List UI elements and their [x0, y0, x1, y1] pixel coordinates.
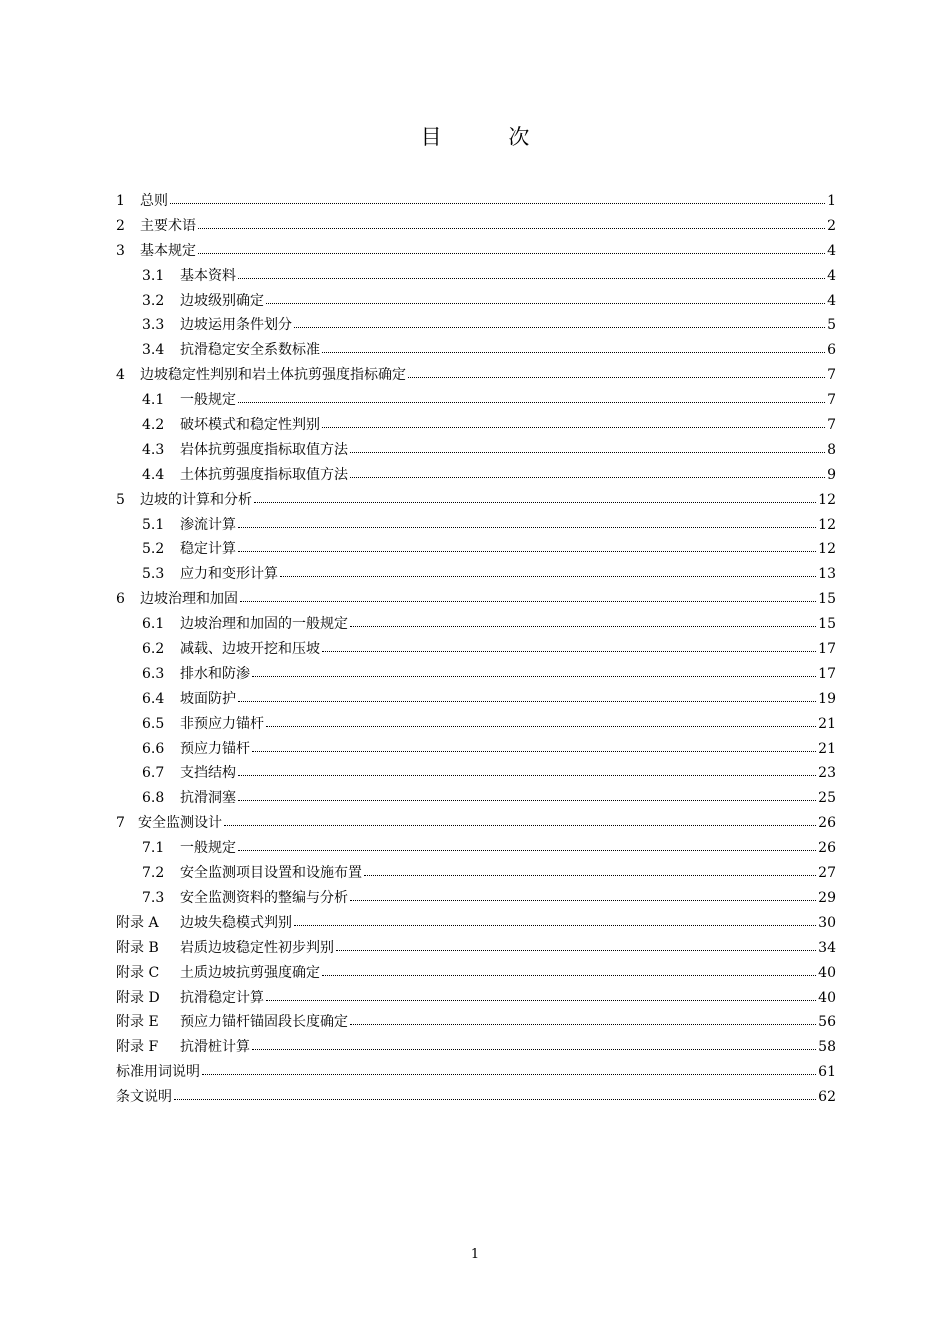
toc-entry[interactable] [116, 587, 836, 612]
toc-dot-leader [322, 965, 816, 977]
toc-entry-page: 29 [818, 889, 836, 906]
toc-entry[interactable] [116, 189, 836, 214]
toc-entry-label: 抗滑稳定安全系数标准 [180, 342, 320, 359]
toc-dot-leader [174, 1089, 816, 1101]
toc-entry-label: 抗滑桩计算 [180, 1039, 250, 1056]
toc-entry[interactable] [116, 239, 836, 264]
toc-entry-page: 21 [818, 715, 836, 732]
toc-dot-leader [294, 317, 825, 329]
toc-entry-label: 破坏模式和稳定性判别 [180, 417, 320, 434]
toc-entry[interactable] [116, 513, 836, 538]
toc-entry[interactable] [116, 886, 836, 911]
toc-entry-label: 岩质边坡稳定性初步判别 [180, 939, 334, 956]
toc-entry-number: 3.3 [142, 317, 165, 334]
toc-entry-label: 土体抗剪强度指标取值方法 [180, 466, 348, 483]
toc-entry[interactable] [116, 712, 836, 737]
toc-entry-page: 4 [827, 267, 836, 284]
toc-entry[interactable] [116, 986, 836, 1011]
toc-entry[interactable] [116, 811, 836, 836]
toc-entry-label: 总则 [140, 193, 168, 209]
toc-dot-leader [350, 890, 816, 902]
toc-dot-leader [238, 790, 816, 802]
toc-entry[interactable] [116, 264, 836, 289]
toc-entry-number: 7.2 [142, 865, 165, 882]
toc-entry[interactable] [116, 1060, 836, 1085]
toc-dot-leader [350, 1014, 816, 1026]
toc-dot-leader [238, 517, 816, 529]
toc-entry-number: 附录 E [116, 1014, 159, 1031]
toc-entry-number: 6.8 [142, 790, 165, 807]
toc-entry-label: 边坡的计算和分析 [140, 491, 252, 508]
toc-entry-number: 4.1 [142, 392, 165, 409]
toc-entry-page: 15 [818, 616, 836, 633]
toc-dot-leader [238, 268, 825, 280]
toc-entry-page: 1 [827, 193, 836, 209]
toc-entry-number: 6.1 [142, 616, 165, 633]
toc-entry-label: 边坡治理和加固的一般规定 [180, 616, 348, 633]
toc-entry-number: 5 [116, 491, 125, 508]
toc-entry-number: 5.2 [142, 541, 165, 558]
toc-entry-number: 7.1 [142, 840, 165, 857]
page-number: 1 [470, 1247, 480, 1262]
toc-entry-number: 4.3 [142, 441, 165, 458]
toc-entry-label: 一般规定 [180, 392, 236, 409]
toc-entry-number: 2 [116, 217, 125, 234]
toc-entry-label: 基本规定 [140, 242, 196, 259]
toc-entry[interactable] [116, 911, 836, 936]
toc-entry[interactable] [116, 687, 836, 712]
toc-entry[interactable] [116, 761, 836, 786]
toc-entry-page: 34 [818, 939, 836, 956]
toc-entry-page: 2 [827, 217, 836, 234]
toc-entry-number: 6 [116, 591, 125, 608]
toc-entry-label: 抗滑洞塞 [180, 790, 236, 807]
toc-entry-number: 附录 D [116, 989, 160, 1006]
toc-entry[interactable] [116, 338, 836, 363]
toc-entry-page: 61 [818, 1064, 836, 1081]
toc-entry[interactable] [116, 936, 836, 961]
toc-entry-page: 7 [827, 417, 836, 434]
toc-entry[interactable] [116, 537, 836, 562]
toc-entry-number: 6.5 [142, 715, 165, 732]
toc-entry-label: 支挡结构 [180, 765, 236, 782]
toc-entry[interactable] [116, 612, 836, 637]
toc-entry-number: 3 [116, 242, 125, 259]
toc-entry-page: 9 [827, 466, 836, 483]
toc-entry-page: 6 [827, 342, 836, 359]
toc-dot-leader [322, 417, 825, 429]
toc-entry-label: 条文说明 [116, 1089, 172, 1106]
toc-entry-label: 应力和变形计算 [180, 566, 278, 583]
toc-dot-leader [224, 815, 816, 827]
toc-entry-label: 边坡级别确定 [180, 292, 264, 309]
toc-entry-label: 边坡失稳模式判别 [180, 914, 292, 931]
toc-entry-label: 主要术语 [140, 217, 196, 234]
toc-entry[interactable] [116, 1035, 836, 1060]
toc-entry-label: 基本资料 [180, 267, 236, 284]
toc-entry-label: 标准用词说明 [116, 1064, 200, 1081]
toc-entry[interactable] [116, 1010, 836, 1035]
toc-dot-leader [238, 392, 825, 404]
toc-dot-leader [350, 616, 816, 628]
toc-entry-label: 非预应力锚杆 [180, 715, 264, 732]
toc-entry[interactable] [116, 289, 836, 314]
toc-dot-leader [364, 865, 816, 877]
toc-entry-page: 12 [818, 516, 836, 533]
toc-entry-label: 边坡稳定性判别和岩土体抗剪强度指标确定 [140, 367, 406, 384]
toc-dot-leader [198, 243, 825, 255]
toc-dot-leader [350, 442, 825, 454]
toc-dot-leader [238, 541, 816, 553]
toc-entry[interactable] [116, 836, 836, 861]
toc-entry-page: 21 [818, 740, 836, 757]
toc-dot-leader [350, 467, 825, 479]
toc-entry-label: 抗滑稳定计算 [180, 989, 264, 1006]
toc-entry-page: 26 [818, 815, 836, 832]
toc-entry-label: 安全监测设计 [138, 815, 222, 832]
toc-dot-leader [266, 716, 816, 728]
toc-entry[interactable] [116, 1085, 836, 1110]
toc-entry[interactable] [116, 662, 836, 687]
toc-entry-label: 预应力锚杆锚固段长度确定 [180, 1014, 348, 1031]
toc-entry[interactable] [116, 363, 836, 388]
toc-dot-leader [336, 940, 816, 952]
toc-entry-page: 12 [818, 491, 836, 508]
toc-entry-label: 边坡运用条件划分 [180, 317, 292, 334]
toc-entry-number: 7.3 [142, 889, 165, 906]
toc-entry[interactable] [116, 388, 836, 413]
toc-entry-number: 附录 A [116, 914, 159, 931]
toc-entry[interactable] [116, 413, 836, 438]
toc-entry-number: 3.1 [142, 267, 165, 284]
toc-entry-number: 1 [116, 193, 125, 209]
toc-entry-page: 15 [818, 591, 836, 608]
toc-entry[interactable] [116, 438, 836, 463]
toc-dot-leader [238, 765, 816, 777]
toc-entry-page: 12 [818, 541, 836, 558]
toc-entry-page: 4 [827, 242, 836, 259]
toc-dot-leader [266, 990, 816, 1002]
toc-entry-number: 附录 F [116, 1039, 159, 1056]
toc-entry[interactable] [116, 737, 836, 762]
toc-dot-leader [266, 293, 825, 305]
toc-entry-page: 4 [827, 292, 836, 309]
toc-dot-leader [170, 193, 825, 205]
toc-entry-label: 土质边坡抗剪强度确定 [180, 964, 320, 981]
toc-entry[interactable] [116, 463, 836, 488]
toc-entry-label: 稳定计算 [180, 541, 236, 558]
toc-entry-number: 3.4 [142, 342, 165, 359]
toc-entry-label: 安全监测项目设置和设施布置 [180, 865, 362, 882]
toc-dot-leader [408, 367, 825, 379]
toc-entry-label: 排水和防渗 [180, 665, 250, 682]
toc-entry-number: 4.4 [142, 466, 165, 483]
toc-entry-page: 19 [818, 690, 836, 707]
toc-dot-leader [322, 641, 816, 653]
toc-entry-number: 附录 B [116, 939, 159, 956]
toc-entry-label: 边坡治理和加固 [140, 591, 238, 608]
toc-dot-leader [252, 741, 816, 753]
toc-entry-number: 附录 C [116, 964, 160, 981]
toc-entry-number: 7 [116, 815, 125, 832]
toc-dot-leader [238, 691, 816, 703]
toc-entry-number: 3.2 [142, 292, 165, 309]
toc-entry-label: 减载、边坡开挖和压坡 [180, 641, 320, 658]
toc-entry-number: 6.7 [142, 765, 165, 782]
toc-entry[interactable] [116, 214, 836, 239]
toc-entry-page: 13 [818, 566, 836, 583]
toc-dot-leader [294, 915, 816, 927]
toc-entry-page: 17 [818, 665, 836, 682]
toc-entry-label: 渗流计算 [180, 516, 236, 533]
toc-entry-number: 6.6 [142, 740, 165, 757]
toc-dot-leader [322, 342, 825, 354]
toc-entry-page: 25 [818, 790, 836, 807]
toc-dot-leader [254, 492, 816, 504]
toc-entry-number: 6.3 [142, 665, 165, 682]
toc-entry-label: 坡面防护 [180, 690, 236, 707]
toc-dot-leader [252, 1039, 816, 1051]
toc-entry-page: 56 [818, 1014, 836, 1031]
toc-entry-page: 58 [818, 1039, 836, 1056]
toc-dot-leader [198, 218, 825, 230]
toc-entry[interactable] [116, 961, 836, 986]
toc-entry-page: 7 [827, 392, 836, 409]
toc-entry-page: 7 [827, 367, 836, 384]
toc-dot-leader [240, 591, 816, 603]
toc-entry-number: 6.4 [142, 690, 165, 707]
toc-entry-number: 5.3 [142, 566, 165, 583]
toc-entry-number: 6.2 [142, 641, 165, 658]
toc-entry-page: 8 [827, 441, 836, 458]
toc-entry-page: 40 [818, 989, 836, 1006]
toc-entry-number: 5.1 [142, 516, 165, 533]
toc-entry-number: 4 [116, 367, 125, 384]
toc-entry[interactable] [116, 861, 836, 886]
page-title: 目 次 [420, 125, 560, 149]
toc-entry-label: 一般规定 [180, 840, 236, 857]
toc-entry-page: 40 [818, 964, 836, 981]
toc-entry-page: 27 [818, 865, 836, 882]
toc-entry-page: 5 [827, 317, 836, 334]
toc-dot-leader [202, 1064, 816, 1076]
toc-entry[interactable] [116, 488, 836, 513]
toc-dot-leader [252, 666, 816, 678]
toc-entry[interactable] [116, 562, 836, 587]
toc-dot-leader [238, 840, 816, 852]
toc-entry-page: 30 [818, 914, 836, 931]
toc-entry-label: 预应力锚杆 [180, 740, 250, 757]
toc-entry-page: 26 [818, 840, 836, 857]
toc-entry-label: 安全监测资料的整编与分析 [180, 889, 348, 906]
toc-entry[interactable] [116, 786, 836, 811]
toc-entry-number: 4.2 [142, 417, 165, 434]
toc-entry-page: 62 [818, 1089, 836, 1106]
toc-entry[interactable] [116, 637, 836, 662]
toc-entry[interactable] [116, 313, 836, 338]
toc-dot-leader [280, 566, 816, 578]
toc-entry-page: 17 [818, 641, 836, 658]
toc-entry-label: 岩体抗剪强度指标取值方法 [180, 441, 348, 458]
table-of-contents [116, 189, 836, 1110]
toc-entry-page: 23 [818, 765, 836, 782]
